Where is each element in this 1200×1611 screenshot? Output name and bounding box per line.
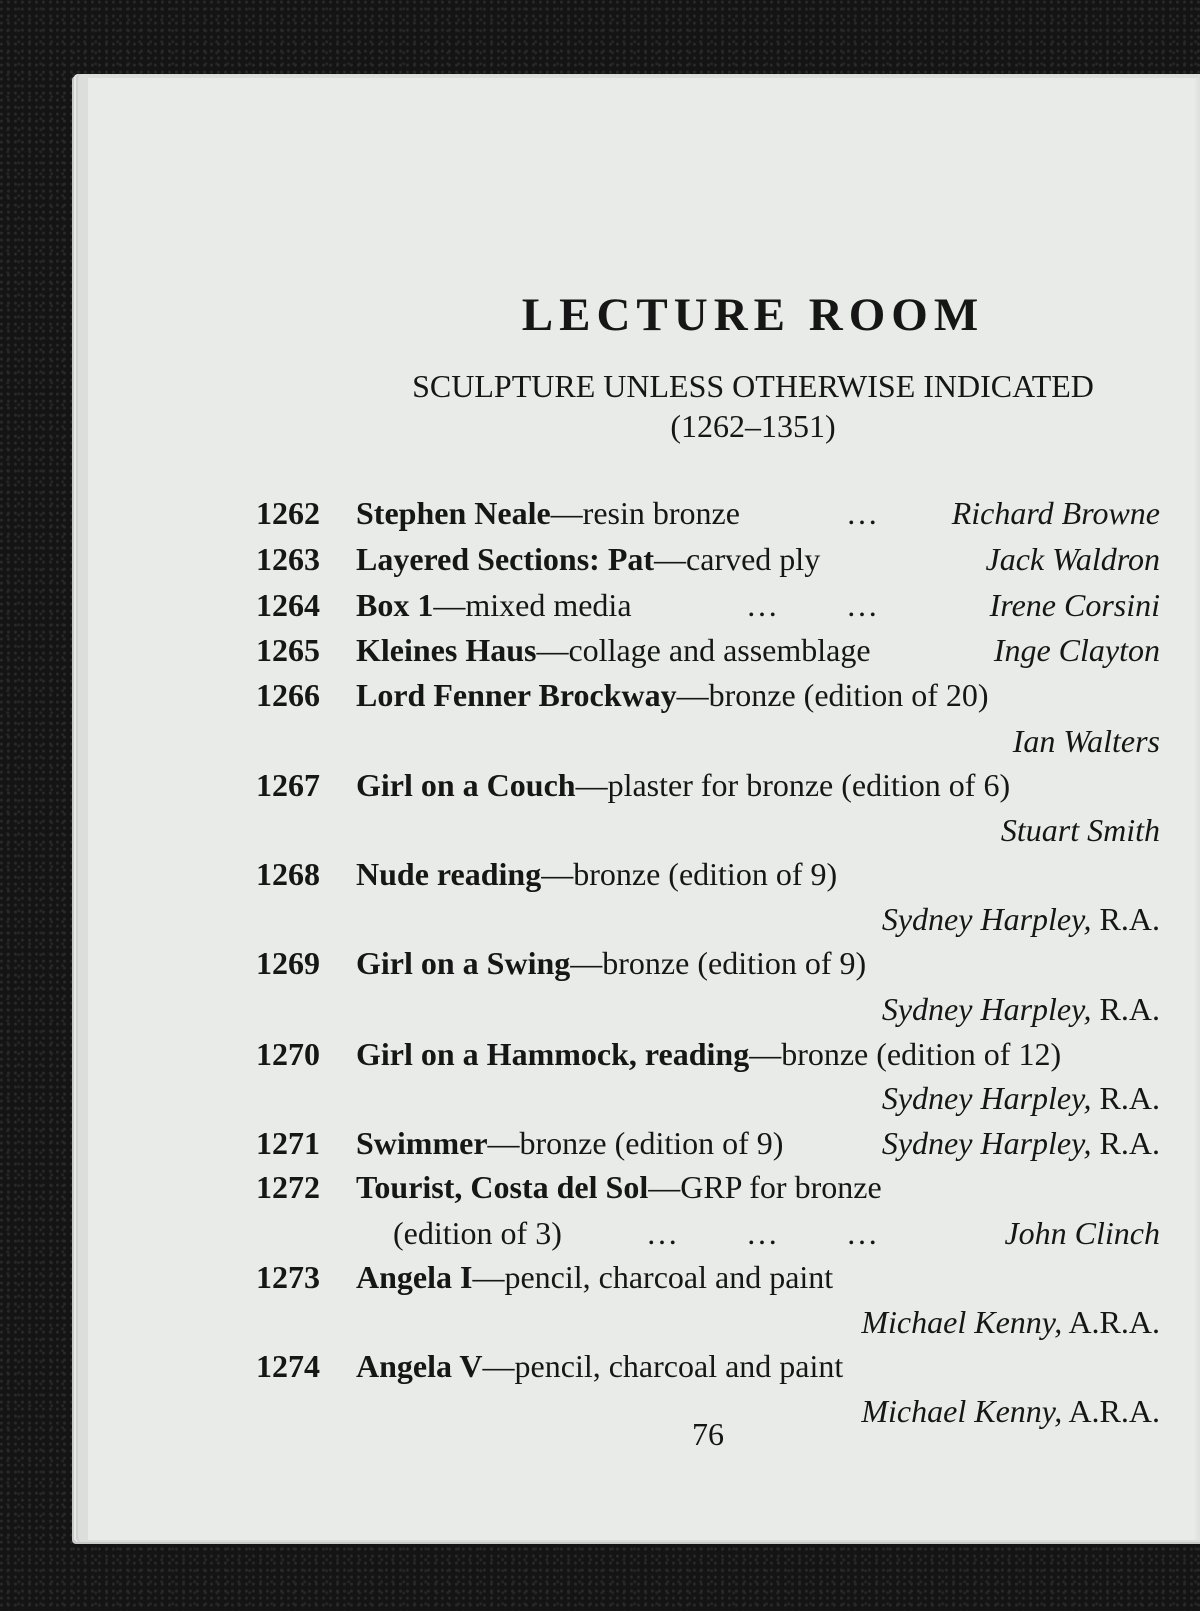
- entry-text: [356, 491, 740, 535]
- catalogue-entry-1270: [88, 1032, 1200, 1076]
- artist-honorific: R.A.: [1091, 901, 1160, 937]
- entry-title: Kleines Haus: [356, 632, 537, 668]
- entry-number: 1272: [256, 1169, 320, 1205]
- entry-number: 1270: [256, 1036, 320, 1072]
- entry-medium: —carved ply: [654, 541, 821, 577]
- entry-number: 1273: [256, 1259, 320, 1295]
- artist-name: Richard Browne: [951, 495, 1160, 531]
- entry-medium: —bronze (edition of 9): [541, 856, 838, 892]
- catalogue-entry-1268: [88, 852, 1200, 896]
- entry-text: [356, 941, 866, 985]
- entry-number: 1269: [256, 945, 320, 981]
- catalogue-page: [88, 78, 1200, 1540]
- entry-title: Angela I: [356, 1259, 473, 1295]
- page-title: LECTURE ROOM: [521, 289, 985, 341]
- catalogue-entry-1273-artist-line: [88, 1300, 1200, 1344]
- entry-artist: [882, 1076, 1160, 1120]
- artist-name: Inge Clayton: [993, 632, 1160, 668]
- entry-number: 1274: [256, 1348, 320, 1384]
- entry-medium: —bronze (edition of 12): [749, 1036, 1062, 1072]
- catalogue-entry-1266-artist-line: [88, 719, 1200, 763]
- catalogue-entry-1262: [88, 491, 1200, 535]
- catalogue-entry-1264: [88, 583, 1200, 627]
- entry-artist: [952, 491, 1160, 535]
- leader-dots: …: [746, 587, 780, 623]
- entry-artist: [994, 628, 1160, 672]
- entry-number: 1271: [256, 1125, 320, 1161]
- entry-medium: —bronze (edition of 9): [487, 1125, 784, 1161]
- entry-number: 1265: [256, 632, 320, 668]
- entry-title: Lord Fenner Brockway: [356, 677, 677, 713]
- catalogue-entry-1271: [88, 1121, 1200, 1165]
- entry-artist: [986, 537, 1160, 581]
- catalogue-entry-1267: [88, 763, 1200, 807]
- entry-title: Girl on a Hammock, reading: [356, 1036, 750, 1072]
- entry-medium: —mixed media: [433, 587, 632, 623]
- artist-honorific: R.A.: [1091, 1080, 1160, 1116]
- entry-text: [356, 1344, 843, 1388]
- catalogue-entry-1265: [88, 628, 1200, 672]
- catalogue-entry-1272: [88, 1165, 1200, 1209]
- entry-title: Angela V: [356, 1348, 483, 1384]
- artist-name: Michael Kenny,: [861, 1304, 1063, 1340]
- artist-name: Irene Corsini: [989, 587, 1160, 623]
- artist-name: Ian Walters: [1012, 723, 1160, 759]
- leader-dots: …: [846, 587, 880, 623]
- artist-honorific: R.A.: [1091, 991, 1160, 1027]
- artist-honorific: R.A.: [1091, 1125, 1160, 1161]
- catalogue-entry-1273: [88, 1255, 1200, 1299]
- entry-medium: —plaster for bronze (edition of 6): [575, 767, 1011, 803]
- artist-name: Sydney Harpley,: [881, 1080, 1092, 1116]
- entry-medium: —bronze (edition of 9): [570, 945, 867, 981]
- artist-name: Stuart Smith: [1000, 812, 1160, 848]
- entry-artist: [861, 1300, 1160, 1344]
- entry-medium: —pencil, charcoal and paint: [472, 1259, 834, 1295]
- page-subtitle: SCULPTURE UNLESS OTHERWISE INDICATED: [412, 368, 1094, 404]
- artist-name: Sydney Harpley,: [881, 901, 1092, 937]
- catalogue-entry-1274: [88, 1344, 1200, 1388]
- entry-number: 1268: [256, 856, 320, 892]
- entry-artist: [882, 1121, 1160, 1165]
- entry-text: [356, 628, 871, 672]
- artist-name: Michael Kenny,: [861, 1393, 1063, 1429]
- artist-name: Jack Waldron: [985, 541, 1160, 577]
- entry-title: Girl on a Couch: [356, 767, 576, 803]
- entry-number: 1262: [256, 495, 320, 531]
- entry-medium: —resin bronze: [550, 495, 740, 531]
- entry-artist: [882, 897, 1160, 941]
- entry-text: [356, 583, 632, 627]
- catalogue-entry-1272-continuation: [88, 1211, 1200, 1255]
- catalogue-range: (1262–1351): [670, 408, 836, 444]
- entry-title: Box 1: [356, 587, 434, 623]
- entry-text: [356, 673, 989, 717]
- entry-title: Girl on a Swing: [356, 945, 571, 981]
- catalogue-entry-1266: [88, 673, 1200, 717]
- artist-name: John Clinch: [1004, 1215, 1160, 1251]
- leader-dots: …: [846, 495, 880, 531]
- entry-artist: [1001, 808, 1160, 852]
- catalogue-entry-1267-artist-line: [88, 808, 1200, 852]
- artist-name: Sydney Harpley,: [881, 1125, 1092, 1161]
- entry-number: 1263: [256, 541, 320, 577]
- entry-number: 1266: [256, 677, 320, 713]
- catalogue-entry-1268-artist-line: [88, 897, 1200, 941]
- entry-artist: [990, 583, 1160, 627]
- entry-medium: —pencil, charcoal and paint: [482, 1348, 844, 1384]
- entry-text: [356, 852, 837, 896]
- entry-text: [356, 1165, 882, 1209]
- artist-name: Sydney Harpley,: [881, 991, 1092, 1027]
- leader-dots: …: [746, 1215, 780, 1251]
- catalogue-entry-1263: [88, 537, 1200, 581]
- entry-text: [356, 1255, 833, 1299]
- entry-number: 1264: [256, 587, 320, 623]
- leader-dots: …: [646, 1215, 680, 1251]
- page-number: 76: [692, 1416, 724, 1452]
- entry-medium: —bronze (edition of 20): [676, 677, 989, 713]
- entry-number: 1267: [256, 767, 320, 803]
- catalogue-entry-1270-artist-line: [88, 1076, 1200, 1120]
- entry-title: Layered Sections: Pat: [356, 541, 655, 577]
- entry-artist: [1004, 1211, 1160, 1255]
- entry-title: Nude reading: [356, 856, 542, 892]
- catalogue-entry-1269-artist-line: [88, 987, 1200, 1031]
- entry-artist: [1013, 719, 1160, 763]
- artist-honorific: A.R.A.: [1062, 1304, 1160, 1340]
- catalogue-entry-1269: [88, 941, 1200, 985]
- leader-dots: …: [846, 1215, 880, 1251]
- entry-text: [356, 537, 820, 581]
- entry-title: Swimmer: [356, 1125, 488, 1161]
- entry-artist: [882, 987, 1160, 1031]
- entry-medium: —collage and assemblage: [536, 632, 871, 668]
- entry-medium: —GRP for bronze: [648, 1169, 882, 1205]
- entry-text: [356, 1121, 783, 1165]
- entry-medium-continued: (edition of 3): [393, 1215, 562, 1251]
- entry-text: [356, 1032, 1061, 1076]
- artist-honorific: A.R.A.: [1062, 1393, 1160, 1429]
- entry-title: Stephen Neale: [356, 495, 551, 531]
- entry-title: Tourist, Costa del Sol: [356, 1169, 649, 1205]
- entry-text: [356, 763, 1010, 807]
